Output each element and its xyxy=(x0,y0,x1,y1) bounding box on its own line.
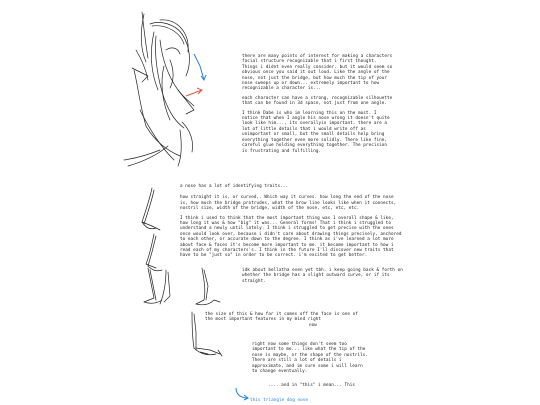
section4-top-text: the size of this & how far it comes off the face is one of the most important features in my mind right xyxy=(205,312,358,323)
section4-top-note xyxy=(205,312,365,328)
section1-paragraph-3: I think Dabe is who im learning this on the most. I notice that when I angle his nose wrong it doesn't quite look like him..., its overallyin important. there are a lot of little details that i would write off as unimportant or small, but the small details help bring everything together even more solidly. There like fine, careful glue holding everything together. The precision is frustrating and fulfilling. xyxy=(242,110,390,154)
blue-arrow-mark xyxy=(232,386,252,402)
blue-label-text: this triangle dog nose xyxy=(250,398,309,403)
section4-top-aside: now xyxy=(309,322,317,328)
section3-note xyxy=(242,268,404,284)
section4-ellipsis-note xyxy=(268,383,388,388)
section1-notes xyxy=(242,54,394,154)
section4-ellipsis-text: .... and in "this" i mean... This xyxy=(268,383,356,388)
section2-notes xyxy=(180,184,402,259)
head-sketch-drawing xyxy=(120,10,230,170)
section2-paragraph-1: how straight it is, or curved,. Which way it curves. how long the end of the nose is, how much the bridge protrudes, what the brow line looks like when it connects, nostril size, width of the bridge, width of the nose, etc, etc, etc. xyxy=(180,195,397,212)
nose-sketch-profile-4 xyxy=(192,266,228,308)
section1-paragraph-1: there are many points of interest for making a characters facial structure recognizable that i first thought. Things i didnt even really consider. but it would seem so obvious once you said it out loud. Like the angle of the nose, not just the bridge, but how much the tip of your nose sweeps up or down... extremely important to how recognizable a character is... xyxy=(242,54,393,92)
nose-sketch-profile-1 xyxy=(138,186,168,234)
nose-sketch-profile-3 xyxy=(140,266,176,308)
section2-paragraph-2: I think i used to think that the most important thing was 1 overall shape & like, how long it was & how "big" it was... General forms! That i think i struggled to understand a newly until lately. I think i struggled to get precise with the ones once would look over, because i didn't care about drawing things precisely, anchored to each other, or accurate down to the degree. I think as i've learned a lot more about face & faces it's become more important to me. it become important to how i read each of my characters's. I think in the future I'll discover new traits that have to be "just so" in order to be correct. i'm excited to get better. xyxy=(180,215,402,259)
section4-blue-label xyxy=(250,398,370,403)
section4-mid-text: right now some things don't seem too important to me... like what the tip of the nose is maybe, or the shape of the nostrils. There are still a lot of details i approximate, and im sure some i will learn to change eventually. xyxy=(252,342,369,375)
section1-paragraph-2: each character can have a strong, recognizable silhouette that can be found in 3d space, not just from one angle. xyxy=(242,95,393,107)
section4-mid-note xyxy=(252,342,370,374)
section3-text: idk about bellatha even yet tbh. i keep going back & forth on whether the bridge has a slight outward curve, or if its straight. xyxy=(242,268,403,284)
section2-heading: a nose has a lot of identifying traits... xyxy=(180,184,289,189)
